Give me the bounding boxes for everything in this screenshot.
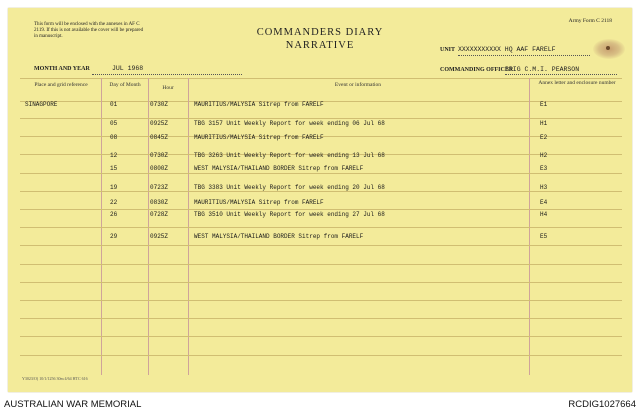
entry-day: 05 [110,120,118,127]
entry-day: 26 [110,211,118,218]
punch-hole [606,46,610,50]
entry-annex: E5 [540,233,548,240]
entry-event: MAURITIUS/MALYSIA Sitrep from FARELF [194,134,324,141]
entry-event: TBG 3263 Unit Weekly Report for week ending 13 Jul 68 [194,152,385,159]
entry-day: 15 [110,165,118,172]
header-annex: Annex letter and enclosure number [538,80,616,86]
ruled-line [20,336,622,337]
entry-event: TBG 3383 Unit Weekly Report for week ending 20 Jul 68 [194,184,385,191]
entry-event: WEST MALYSIA/THAILAND BORDER Sitrep from FARELF [194,233,364,240]
entry-annex: H2 [540,152,548,159]
entry-event: WEST MALYSIA/THAILAND BORDER Sitrep from FARELF [194,165,364,172]
army-form-number: Army Form C 2118 [568,18,612,24]
ruled-line [20,282,622,283]
entry-event: TBG 3157 Unit Weekly Report for week ending 06 Jul 68 [194,120,385,127]
entry-annex: E3 [540,165,548,172]
header-day: Day of Month [109,82,141,88]
ruled-line [20,318,622,319]
entry-place: SINAGPORE [25,101,58,108]
commanding-officer-label: COMMANDING OFFICER [440,67,514,73]
unit-label: UNIT [440,47,456,53]
entry-hour: 0845Z [150,134,169,141]
form-title: COMMANDERS DIARY [256,27,384,38]
entry-day: 29 [110,233,118,240]
print-code: Y3023/O) 10/1/1256 30m 4/64 HTC 616 [22,376,88,381]
table-top-rule [20,78,622,79]
ruled-line [20,300,622,301]
header-hour: Hour [162,85,174,91]
ruled-line [20,227,622,228]
entry-hour: 0800Z [150,165,169,172]
ruled-line [20,173,622,174]
month-year-label: MONTH AND YEAR [34,66,90,72]
ruled-line [20,355,622,356]
entry-event: TBG 3510 Unit Weekly Report for week ending 27 Jul 68 [194,211,385,218]
entry-day: 01 [110,101,118,108]
entry-day: 19 [110,184,118,191]
unit-underline [458,55,590,56]
unit-value: XXXXXXXXXXX HQ AAF FARELF [458,46,556,53]
entry-hour: 0730Z [150,101,169,108]
entry-event: MAURITIUS/MALYSIA Sitrep from FARELF [194,101,324,108]
entry-annex: H4 [540,211,548,218]
form-instructions: This form will be enclosed with the annexes in AF C 2119. If this is not available the cover will be prepared in manuscript. [34,22,144,39]
entry-annex: H1 [540,120,548,127]
header-place: Place and grid reference [34,82,88,88]
entry-event: MAURITIUS/MALYSIA Sitrep from FARELF [194,199,324,206]
form-subtitle: NARRATIVE [285,40,355,51]
ruled-line [20,245,622,246]
month-year-underline [92,74,242,75]
entry-annex: E1 [540,101,548,108]
entry-day: 12 [110,152,118,159]
entry-hour: 0730Z [150,152,169,159]
entry-hour: 0925Z [150,120,169,127]
entry-annex: E4 [540,199,548,206]
entry-annex: E2 [540,134,548,141]
entry-hour: 0925Z [150,233,169,240]
commanding-officer-value: BRIG C.M.I. PEARSON [505,66,580,73]
month-year-value: JUL 1968 [112,65,144,72]
diary-sheet [8,8,632,392]
ruled-line [20,264,622,265]
entry-hour: 0728Z [150,211,169,218]
header-event: Event or information [334,82,382,88]
archive-reference: RCDIG1027664 [568,399,636,410]
ruled-line [20,118,622,119]
entry-day: 08 [110,134,118,141]
entry-hour: 0830Z [150,199,169,206]
entry-day: 22 [110,199,118,206]
archive-credit: AUSTRALIAN WAR MEMORIAL [4,399,142,410]
entry-hour: 0723Z [150,184,169,191]
entry-annex: H3 [540,184,548,191]
commanding-officer-underline [505,74,617,75]
ruled-line [20,209,622,210]
